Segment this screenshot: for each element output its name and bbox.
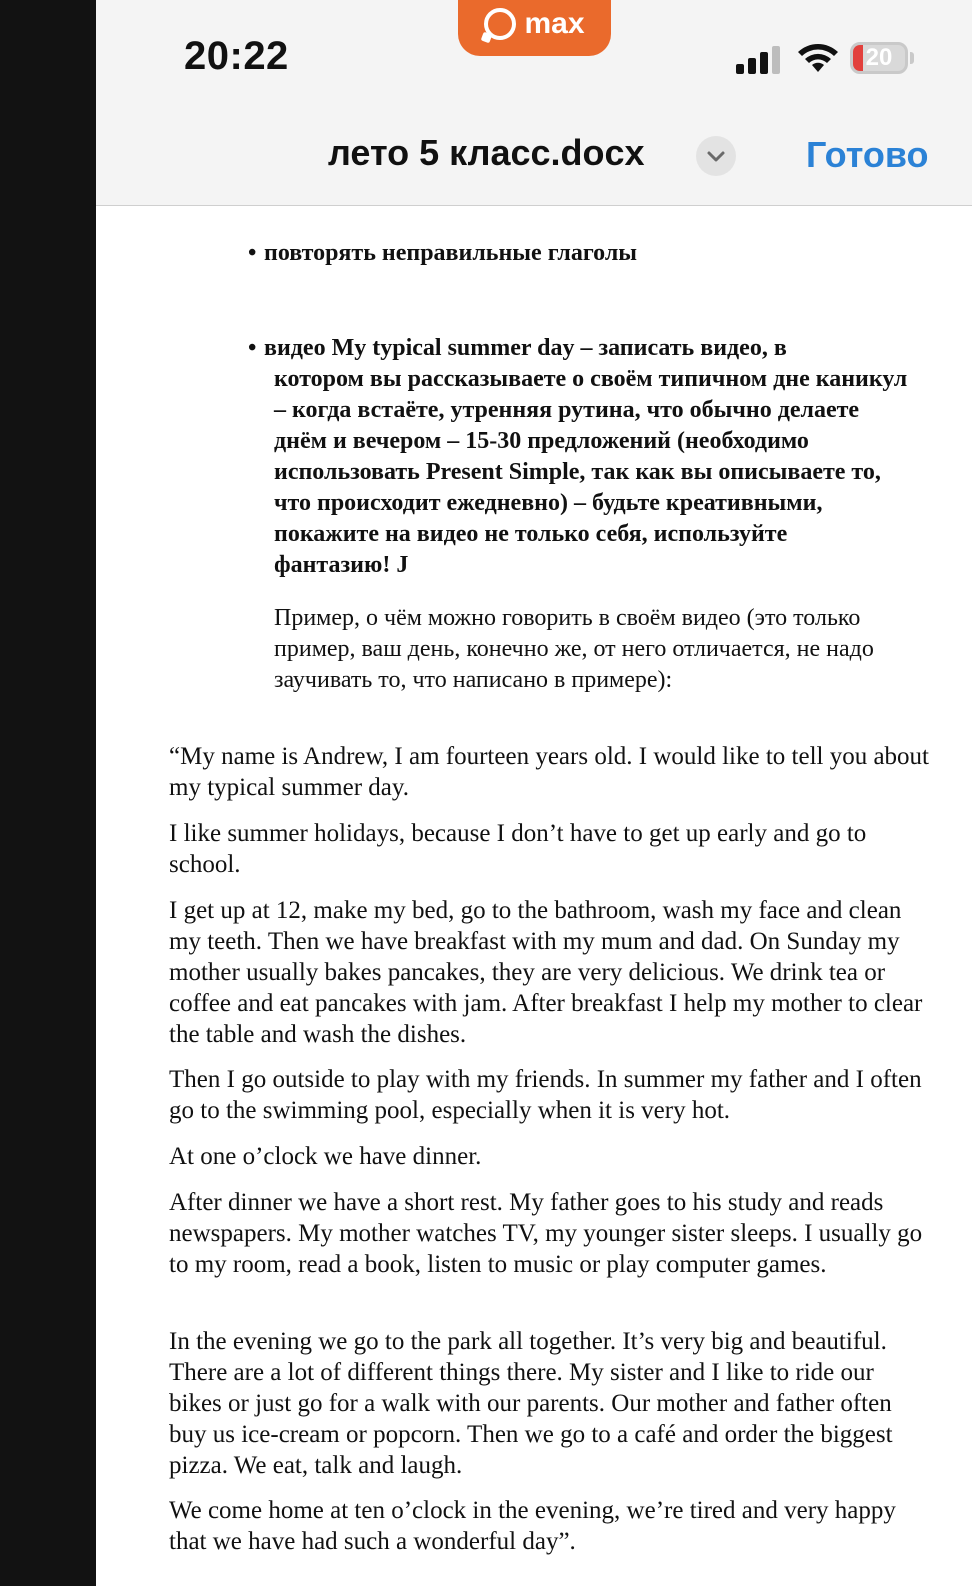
left-dark-margin — [0, 0, 96, 1586]
max-app-badge[interactable] — [458, 0, 611, 56]
bullet-item — [248, 333, 908, 581]
status-time: 20:22 — [184, 34, 289, 78]
max-logo-icon — [484, 8, 516, 40]
bullet-text: повторять неправильные глаголы — [264, 240, 638, 266]
paragraph: We come home at ten o’clock in the evening, we’re tired and very happy that we have had such a wonderful day”. — [169, 1497, 896, 1555]
bullet-dot: • — [248, 335, 257, 361]
done-button[interactable]: Готово — [806, 134, 929, 175]
document-title[interactable]: лето 5 класс.docx — [328, 132, 645, 173]
paragraph: I get up at 12, make my bed, go to the bathroom, wash my face and clean my teeth. Then we have breakfast with my mum and dad. On Sunday my mother usually bakes pancakes, they are very delicious. We drink tea or coffee and eat pancakes with jam. After breakfast I help my mother to clear the table and wash the dishes. — [169, 897, 923, 1048]
bullet-text-continuation: котором вы рассказываете о своём типичном дне каникул – когда встаёте, утренняя рутина, что обычно делаете днём и вечером – 15-30 предложений (необходимо использовать Present Simple, так как вы описываете то, что происходит ежедневно) – будьте креативными, покажите на видео не только себя, используйте фантазию! J — [274, 366, 908, 578]
battery-icon — [850, 42, 908, 74]
bullet-text-first-line: видео My typical summer day – записать видео, в — [264, 335, 787, 361]
phone-screen — [96, 0, 972, 1586]
battery-cap — [910, 52, 914, 64]
bullet-item — [248, 238, 848, 269]
example-intro-text: Пример, о чём можно говорить в своём видео (это только пример, ваш день, конечно же, от него отличается, не надо заучивать то, что написано в примере): — [274, 605, 874, 693]
bullet-dot: • — [248, 240, 257, 266]
paragraph: After dinner we have a short rest. My father goes to his study and reads newspapers. My mother watches TV, my younger sister sleeps. I usually go to my room, read a book, listen to music or play computer games. — [169, 1189, 923, 1278]
paragraph: I like summer holidays, because I don’t have to get up early and go to school. — [169, 820, 867, 878]
wifi-icon — [796, 42, 840, 74]
chevron-down-icon — [696, 136, 736, 176]
paragraph: In the evening we go to the park all together. It’s very big and beautiful. There are a lot of different things there. My sister and I like to ride our bikes or just go for a walk with our parents. Our mother and father often buy us ice-cream or popcorn. Then we go to a café and order the biggest pizza. We eat, talk and laugh. — [169, 1328, 893, 1479]
cellular-signal-icon — [736, 46, 782, 74]
top-bar — [96, 0, 972, 206]
paragraph: Then I go outside to play with my friends. In summer my father and I often go to the swimming pool, especially when it is very hot. — [169, 1066, 922, 1124]
paragraph: At one o’clock we have dinner. — [169, 1143, 482, 1170]
paragraph: “My name is Andrew, I am fourteen years old. I would like to tell you about my typical summer day. — [169, 743, 929, 801]
max-label: max — [524, 7, 585, 40]
battery-percentage: 20 — [865, 44, 893, 71]
title-menu-button[interactable] — [696, 136, 736, 176]
